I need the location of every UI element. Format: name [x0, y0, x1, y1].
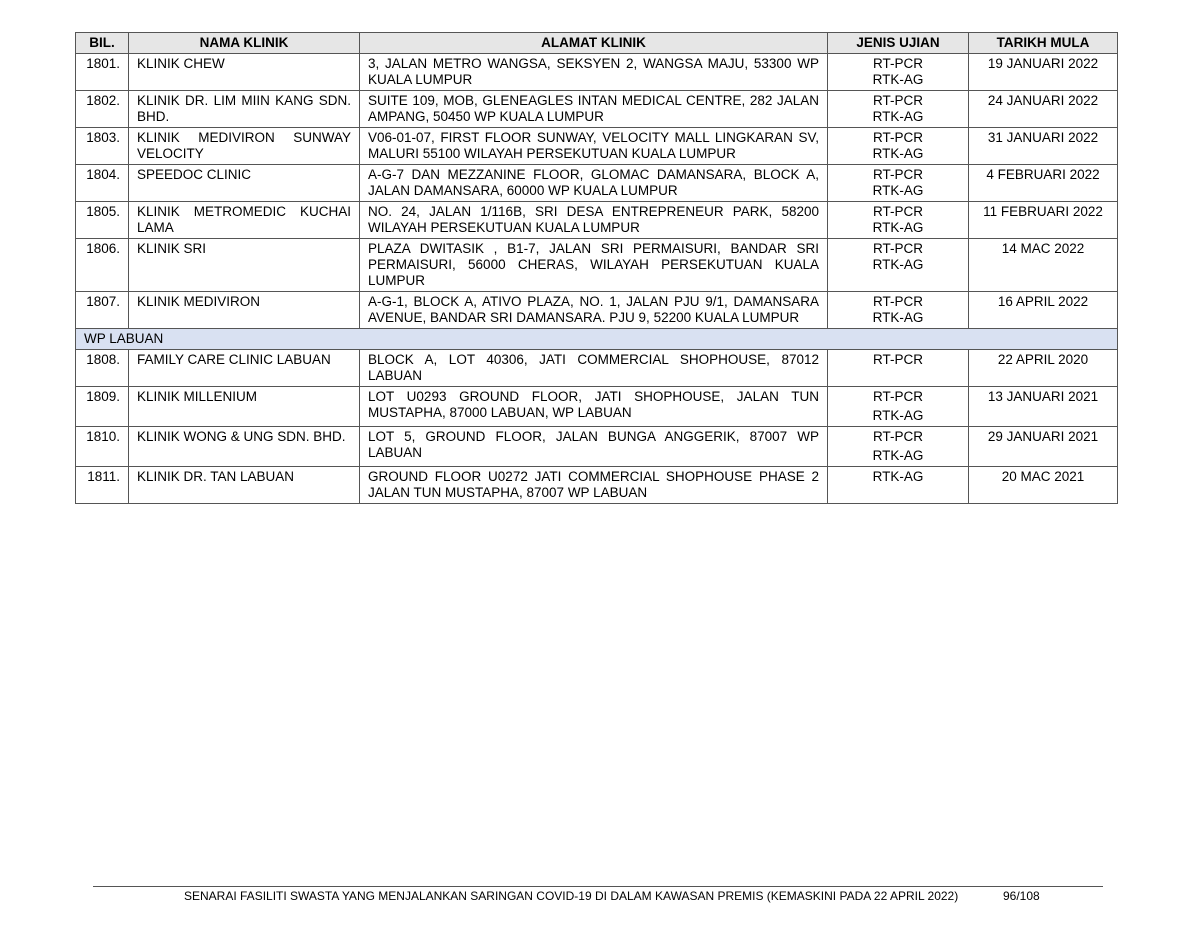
cell-bil: 1810. [76, 427, 129, 467]
cell-bil: 1808. [76, 350, 129, 387]
cell-nama-klinik: FAMILY CARE CLINIC LABUAN [129, 350, 360, 387]
cell-alamat-klinik: V06-01-07, FIRST FLOOR SUNWAY, VELOCITY MALL LINGKARAN SV, MALURI 55100 WILAYAH PERSEKUTUAN KUALA LUMPUR [360, 128, 828, 165]
cell-jenis-ujian [828, 350, 969, 387]
cell-nama-klinik: KLINIK WONG & UNG SDN. BHD. [129, 427, 360, 467]
test-type: RTK-AG [872, 257, 924, 272]
header-tarikh-mula: TARIKH MULA [969, 33, 1118, 54]
test-type: RTK-AG [872, 220, 924, 235]
table-row [76, 91, 1118, 128]
footer-divider [93, 886, 1103, 887]
cell-bil: 1804. [76, 165, 129, 202]
cell-bil: 1802. [76, 91, 129, 128]
cell-alamat-klinik: A-G-1, BLOCK A, ATIVO PLAZA, NO. 1, JALAN PJU 9/1, DAMANSARA AVENUE, BANDAR SRI DAMANSARA. PJU 9, 52200 KUALA LUMPUR [360, 292, 828, 329]
cell-nama-klinik: KLINIK MILLENIUM [129, 387, 360, 427]
table-row [76, 350, 1118, 387]
table-row [76, 54, 1118, 91]
test-type: RT-PCR [872, 204, 923, 219]
cell-nama-klinik: KLINIK CHEW [129, 54, 360, 91]
table-row [76, 128, 1118, 165]
cell-tarikh-mula: 16 APRIL 2022 [969, 292, 1118, 329]
cell-alamat-klinik: 3, JALAN METRO WANGSA, SEKSYEN 2, WANGSA MAJU, 53300 WP KUALA LUMPUR [360, 54, 828, 91]
test-type: RT-PCR [872, 241, 923, 256]
table-row [76, 387, 1118, 427]
cell-tarikh-mula: 4 FEBRUARI 2022 [969, 165, 1118, 202]
cell-tarikh-mula: 31 JANUARI 2022 [969, 128, 1118, 165]
test-type: RTK-AG [872, 109, 924, 124]
header-jenis-ujian: JENIS UJIAN [828, 33, 969, 54]
cell-jenis-ujian [828, 202, 969, 239]
table-row [76, 239, 1118, 292]
cell-alamat-klinik: BLOCK A, LOT 40306, JATI COMMERCIAL SHOPHOUSE, 87012 LABUAN [360, 350, 828, 387]
cell-alamat-klinik: SUITE 109, MOB, GLENEAGLES INTAN MEDICAL CENTRE, 282 JALAN AMPANG, 50450 WP KUALA LUMPUR [360, 91, 828, 128]
cell-alamat-klinik: GROUND FLOOR U0272 JATI COMMERCIAL SHOPHOUSE PHASE 2 JALAN TUN MUSTAPHA, 87007 WP LABUAN [360, 467, 828, 504]
cell-alamat-klinik: A-G-7 DAN MEZZANINE FLOOR, GLOMAC DAMANSARA, BLOCK A, JALAN DAMANSARA, 60000 WP KUALA LUMPUR [360, 165, 828, 202]
test-type: RTK-AG [872, 469, 924, 484]
clinic-table [75, 32, 1118, 504]
cell-jenis-ujian [828, 292, 969, 329]
cell-tarikh-mula: 29 JANUARI 2021 [969, 427, 1118, 467]
header-nama-klinik: NAMA KLINIK [129, 33, 360, 54]
cell-nama-klinik: KLINIK SRI [129, 239, 360, 292]
table-row [76, 202, 1118, 239]
cell-jenis-ujian [828, 239, 969, 292]
cell-nama-klinik: KLINIK METROMEDIC KUCHAI LAMA [129, 202, 360, 239]
table-row [76, 292, 1118, 329]
test-type: RTK-AG [872, 310, 924, 325]
cell-jenis-ujian [828, 91, 969, 128]
test-type: RT-PCR [872, 56, 923, 71]
cell-bil: 1806. [76, 239, 129, 292]
table-header-row [76, 33, 1118, 54]
cell-nama-klinik: KLINIK MEDIVIRON [129, 292, 360, 329]
cell-tarikh-mula: 13 JANUARI 2021 [969, 387, 1118, 427]
cell-bil: 1811. [76, 467, 129, 504]
footer-title: SENARAI FASILITI SWASTA YANG MENJALANKAN SARINGAN COVID-19 DI DALAM KAWASAN PREMIS (KEMASKINI PADA 22 APRIL 2022) [184, 889, 959, 903]
test-type: RTK-AG [872, 146, 924, 161]
cell-jenis-ujian [828, 54, 969, 91]
cell-jenis-ujian [828, 467, 969, 504]
test-type: RT-PCR [872, 130, 923, 145]
cell-tarikh-mula: 19 JANUARI 2022 [969, 54, 1118, 91]
test-type: RT-PCR [872, 294, 923, 309]
cell-tarikh-mula: 14 MAC 2022 [969, 239, 1118, 292]
table-row [76, 165, 1118, 202]
cell-jenis-ujian [828, 165, 969, 202]
cell-tarikh-mula: 20 MAC 2021 [969, 467, 1118, 504]
cell-alamat-klinik: NO. 24, JALAN 1/116B, SRI DESA ENTREPRENEUR PARK, 58200 WILAYAH PERSEKUTUAN KUALA LUMPUR [360, 202, 828, 239]
test-type: RT-PCR [872, 389, 923, 404]
cell-bil: 1809. [76, 387, 129, 427]
test-type: RT-PCR [872, 93, 923, 108]
table-row [76, 427, 1118, 467]
cell-alamat-klinik: LOT 5, GROUND FLOOR, JALAN BUNGA ANGGERIK, 87007 WP LABUAN [360, 427, 828, 467]
cell-nama-klinik: KLINIK MEDIVIRON SUNWAY VELOCITY [129, 128, 360, 165]
header-alamat-klinik: ALAMAT KLINIK [360, 33, 828, 54]
section-row [76, 329, 1118, 350]
test-type: RTK-AG [872, 448, 924, 463]
cell-bil: 1801. [76, 54, 129, 91]
page-number: 96/108 [1003, 889, 1040, 903]
table-body-labuan [76, 350, 1118, 504]
table-section-labuan [76, 329, 1118, 350]
cell-bil: 1803. [76, 128, 129, 165]
cell-jenis-ujian [828, 427, 969, 467]
cell-alamat-klinik: PLAZA DWITASIK , B1-7, JALAN SRI PERMAISURI, BANDAR SRI PERMAISURI, 56000 CHERAS, WILAYAH PERSEKUTUAN KUALA LUMPUR [360, 239, 828, 292]
cell-bil: 1805. [76, 202, 129, 239]
cell-jenis-ujian [828, 128, 969, 165]
cell-nama-klinik: KLINIK DR. TAN LABUAN [129, 467, 360, 504]
table-body-kuala-lumpur [76, 54, 1118, 329]
test-type: RT-PCR [872, 429, 923, 444]
test-type: RT-PCR [872, 167, 923, 182]
test-type: RTK-AG [872, 72, 924, 87]
cell-nama-klinik: KLINIK DR. LIM MIIN KANG SDN. BHD. [129, 91, 360, 128]
cell-tarikh-mula: 11 FEBRUARI 2022 [969, 202, 1118, 239]
section-title: WP LABUAN [76, 329, 1118, 350]
test-type: RTK-AG [872, 408, 924, 423]
cell-tarikh-mula: 24 JANUARI 2022 [969, 91, 1118, 128]
cell-alamat-klinik: LOT U0293 GROUND FLOOR, JATI SHOPHOUSE, JALAN TUN MUSTAPHA, 87000 LABUAN, WP LABUAN [360, 387, 828, 427]
cell-nama-klinik: SPEEDOC CLINIC [129, 165, 360, 202]
header-bil: BIL. [76, 33, 129, 54]
cell-tarikh-mula: 22 APRIL 2020 [969, 350, 1118, 387]
cell-jenis-ujian [828, 387, 969, 427]
test-type: RTK-AG [872, 183, 924, 198]
test-type: RT-PCR [872, 352, 923, 367]
table-row [76, 467, 1118, 504]
cell-bil: 1807. [76, 292, 129, 329]
